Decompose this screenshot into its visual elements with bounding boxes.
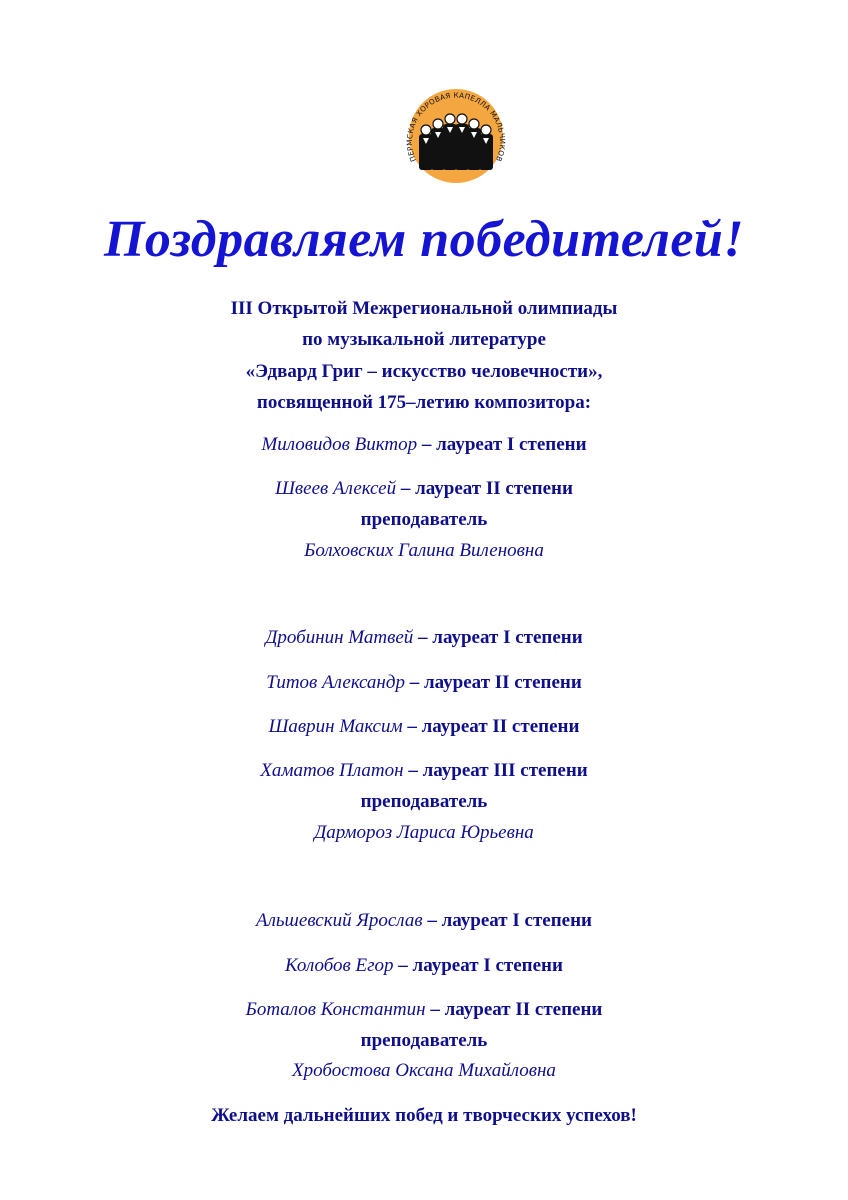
winner-name: Титов Александр: [266, 672, 405, 693]
winner-award: – лауреат II степени: [425, 999, 603, 1020]
winner-line: [0, 955, 848, 977]
winner-name: Швеев Алексей: [275, 478, 397, 499]
winner-award: – лауреат III степени: [403, 760, 588, 781]
svg-text:ПЕРМСКАЯ ХОРОВАЯ КАПЕЛЛА МАЛЬЧ: ПЕРМСКАЯ ХОРОВАЯ КАПЕЛЛА МАЛЬЧИКОВ: [404, 90, 508, 164]
teacher-name: Дармороз Лариса Юрьевна: [314, 822, 534, 843]
winner-award: – лауреат I степени: [413, 627, 583, 648]
winner-name: Боталов Константин: [245, 999, 426, 1020]
winner-award: – лауреат I степени: [417, 434, 587, 455]
winner-name: Альшевский Ярослав: [256, 910, 423, 931]
winner-name: Шаврин Максим: [268, 716, 403, 737]
winner-line: [0, 760, 848, 782]
winner-name: Дробинин Матвей: [265, 627, 414, 648]
winner-name: Миловидов Виктор: [261, 434, 418, 455]
intro-line-2: по музыкальной литературе: [302, 329, 546, 350]
winner-line: [0, 672, 848, 694]
winner-award: – лауреат II степени: [396, 478, 573, 499]
intro-line-1: III Открытой Межрегиональной олимпиады: [230, 298, 618, 319]
winner-line: [0, 999, 848, 1021]
choir-logo-graphic: [395, 84, 517, 188]
winner-award: – лауреат I степени: [393, 955, 563, 976]
intro-line-3: «Эдвард Григ – искусство человечности»,: [245, 361, 603, 382]
winner-line: [0, 716, 848, 738]
winner-award: – лауреат I степени: [422, 910, 592, 931]
winner-award: – лауреат II степени: [402, 716, 580, 737]
teacher-name: Болховских Галина Виленовна: [304, 540, 544, 561]
winner-name: Хаматов Платон: [260, 760, 404, 781]
teacher-label: преподаватель: [360, 1030, 488, 1051]
winner-award: – лауреат II степени: [404, 672, 582, 693]
teacher-label: преподаватель: [360, 509, 488, 530]
teacher-label: преподаватель: [360, 791, 488, 812]
winner-line: [0, 910, 848, 932]
teacher-name: Хробостова Оксана Михайловна: [292, 1060, 556, 1081]
winner-line: [0, 434, 848, 456]
page-title: Поздравляем победителей!: [103, 211, 745, 268]
winner-line: [0, 478, 848, 500]
winner-name: Колобов Егор: [285, 955, 394, 976]
winner-line: [0, 627, 848, 649]
intro-line-4: посвященной 175–летию композитора:: [256, 392, 592, 413]
choir-logo: [395, 84, 517, 188]
closing-wish: Желаем дальнейших побед и творческих успехов!: [211, 1105, 637, 1126]
